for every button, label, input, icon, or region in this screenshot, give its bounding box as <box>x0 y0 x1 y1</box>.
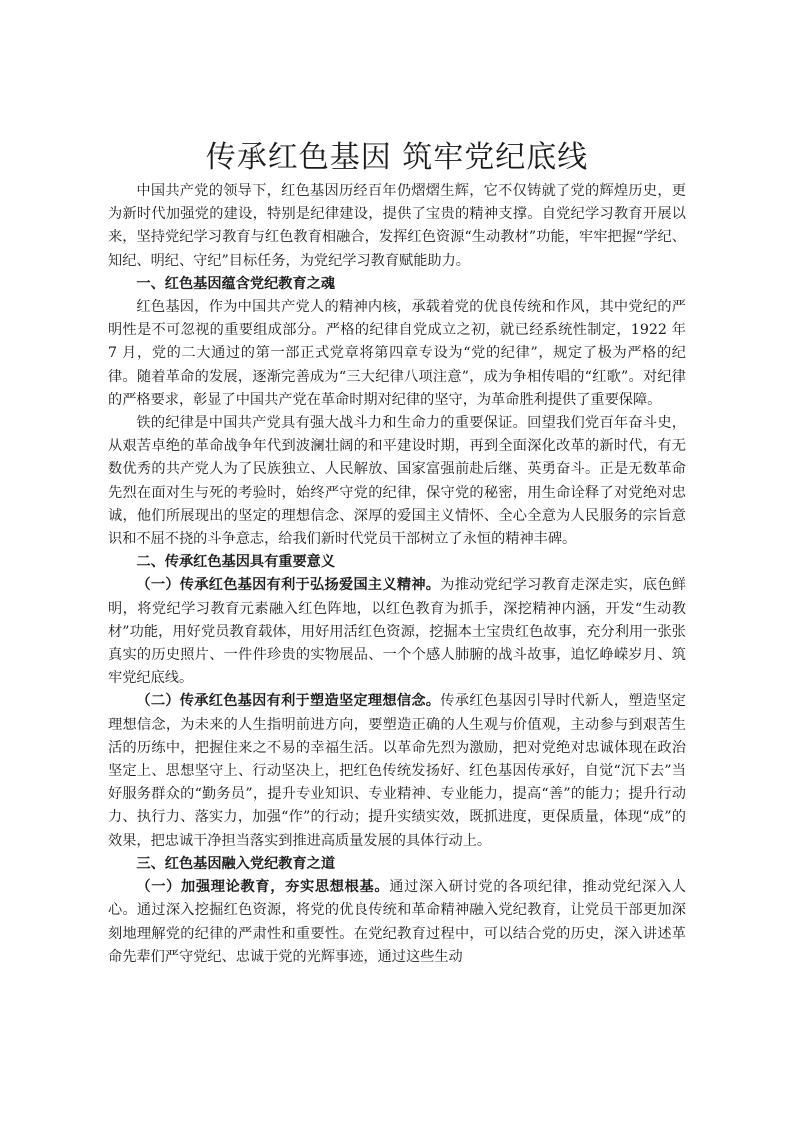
document-title: 传承红色基因 筑牢党纪底线 <box>205 140 589 175</box>
intro-paragraph: 中国共产党的领导下，红色基因历经百年仍熠熠生辉，它不仅铸就了党的辉煌历史，更为新时代加强党的建设，特别是纪律建设，提供了宝贵的精神支撑。自党纪学习教育开展以来，坚持党纪学习教育与红色教育相融合，发挥红色资源“生动教材”功能，牢牢把握“学纪、知纪、明纪、守纪”目标任务，为党纪学习教育赋能助力。 <box>108 183 686 269</box>
section-1-heading: 一、红色基因蕴含党纪教育之魂 <box>136 275 336 292</box>
section-2-sub-2-lead: （二）传承红色基因有利于塑造坚定理想信念。 <box>136 693 441 710</box>
section-3-sub-1 <box>108 876 686 969</box>
section-3-sub-1-lead: （一）加强理论教育，夯实思想根基。 <box>136 879 390 896</box>
section-2-heading: 二、传承红色基因具有重要意义 <box>136 554 336 571</box>
document-page <box>108 140 686 969</box>
section-1-paragraph-1: 红色基因，作为中国共产党人的精神内核，承载着党的优良传统和作风，其中党纪的严明性是不可忽视的重要组成部分。严格的纪律自党成立之初，就已经系统性制定，1922 年 7 月，党的二大通过的第一部正式党章将第四章专设为“党的纪律”，规定了极为严格的纪律。随着革命的发展，逐渐完善成为“三大纪律八项注意”，成为争相传唱的“红歌”。对纪律的严格要求，彰显了中国共产党在革命时期对纪律的坚守，为革命胜利提供了重要保障。 <box>108 299 686 408</box>
section-1-paragraph-2: 铁的纪律是中国共产党具有强大战斗力和生命力的重要保证。回望我们党百年奋斗史，从艰苦卓绝的革命战争年代到波澜壮阔的和平建设时期，再到全面深化改革的新时代，有无数优秀的共产党人为了民族独立、人民解放、国家富强前赴后继、英勇奋斗。正是无数革命先烈在面对生与死的考验时，始终严守党的纪律，保守党的秘密，用生命诠释了对党绝对忠诚，他们所展现出的坚定的理想信念、深厚的爱国主义情怀、全心全意为人民服务的宗旨意识和不屈不挠的斗争意志，给我们新时代党员干部树立了永恒的精神丰碑。 <box>108 415 686 548</box>
section-2-sub-2 <box>108 690 686 852</box>
section-2-sub-1-text: 为推动党纪学习教育走深走实，底色鲜明，将党纪学习教育元素融入红色阵地，以红色教育为抓手，深挖精神内涵，开发“生动教材”功能，用好党员教育载体，用好用活红色资源，挖掘本土宝贵红色故事，充分利用一张张真实的历史照片、一件件珍贵的实物展品、一个个感人肺腑的战斗故事，追忆峥嵘岁月、筑牢党纪底线。 <box>108 577 686 687</box>
section-2-sub-1 <box>108 574 686 690</box>
section-2-sub-2-text: 传承红色基因引导时代新人，塑造坚定理想信念，为未来的人生指明前进方向，要塑造正确的人生观与价值观，主动参与到艰苦生活的历练中，把握住来之不易的幸福生活。以革命先烈为激励，把对党绝对忠诚体现在政治坚定上、思想坚守上、行动坚决上，把红色传统发扬好、红色基因传承好，自觉“沉下去”当好服务群众的“勤务员”，提升专业知识、专业精神、专业能力，提高“善”的能力；提升行动力、执行力、落实力，加强“作”的行动；提升实绩实效，既抓进度，更保质量，体现“成”的效果，把忠诚干净担当落实到推进高质量发展的具体行动上。 <box>108 693 686 849</box>
section-3-sub-1-text: 通过深入研讨党的各项纪律，推动党纪深入人心。通过深入挖掘红色资源，将党的优良传统和革命精神融入党纪教育，让党员干部更加深刻地理解党的纪律的严肃性和重要性。在党纪教育过程中，可以结合党的历史，深入讲述革命先辈们严守党纪、忠诚于党的光辉事迹，通过这些生动 <box>108 879 686 965</box>
section-2-sub-1-lead: （一）传承红色基因有利于弘扬爱国主义精神。 <box>136 577 441 594</box>
section-3-heading: 三、红色基因融入党纪教育之道 <box>136 855 336 872</box>
